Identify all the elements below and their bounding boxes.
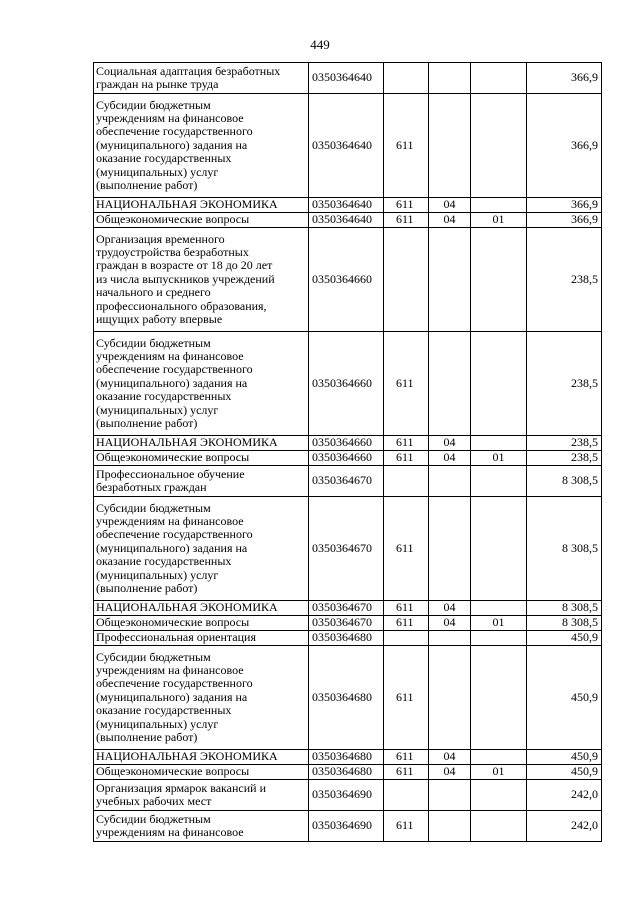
row-subsection: 01 [471, 765, 527, 780]
row-section: 04 [429, 198, 471, 213]
table-row [94, 466, 602, 497]
row-amount: 366,9 [527, 213, 602, 228]
row-target-code: 0350364670 [309, 497, 384, 601]
table-row [94, 198, 602, 213]
row-expense-type: 611 [384, 811, 429, 842]
row-section [429, 228, 471, 332]
row-subsection [471, 601, 527, 616]
row-section [429, 780, 471, 811]
row-subsection [471, 631, 527, 646]
row-amount: 366,9 [527, 198, 602, 213]
table-row [94, 616, 602, 631]
row-name: Социальная адаптация безработных граждан на рынке труда [94, 63, 309, 94]
table-row [94, 646, 602, 750]
row-subsection [471, 780, 527, 811]
row-expense-type [384, 466, 429, 497]
row-target-code: 0350364640 [309, 198, 384, 213]
row-name: НАЦИОНАЛЬНАЯ ЭКОНОМИКА [94, 198, 309, 213]
page-number: 449 [310, 37, 330, 52]
row-amount: 450,9 [527, 646, 602, 750]
row-expense-type [384, 63, 429, 94]
row-name: НАЦИОНАЛЬНАЯ ЭКОНОМИКА [94, 601, 309, 616]
table-row [94, 63, 602, 94]
row-expense-type [384, 631, 429, 646]
row-expense-type [384, 228, 429, 332]
row-expense-type: 611 [384, 332, 429, 436]
row-name: Общеэкономические вопросы [94, 213, 309, 228]
row-name: Общеэкономические вопросы [94, 451, 309, 466]
row-section: 04 [429, 765, 471, 780]
row-amount: 8 308,5 [527, 497, 602, 601]
row-target-code: 0350364660 [309, 228, 384, 332]
row-amount: 238,5 [527, 228, 602, 332]
row-name: Профессиональная ориентация [94, 631, 309, 646]
row-expense-type: 611 [384, 213, 429, 228]
row-amount: 238,5 [527, 451, 602, 466]
table-row [94, 750, 602, 765]
row-section [429, 631, 471, 646]
row-section: 04 [429, 213, 471, 228]
table-row [94, 451, 602, 466]
row-amount: 450,9 [527, 750, 602, 765]
row-name: Субсидии бюджетным учреждениям на финансовое [94, 811, 309, 842]
row-amount: 450,9 [527, 765, 602, 780]
table-row [94, 497, 602, 601]
row-subsection [471, 436, 527, 451]
row-section [429, 94, 471, 198]
row-section [429, 497, 471, 601]
row-subsection [471, 466, 527, 497]
row-expense-type: 611 [384, 497, 429, 601]
row-name: Субсидии бюджетным учреждениям на финансовое обеспечение государственного (муниципального) задания на оказание государственных (муниципальных) услуг (выполнение работ) [94, 497, 309, 601]
table-row [94, 765, 602, 780]
row-name: Профессиональное обучение безработных граждан [94, 466, 309, 497]
row-subsection [471, 63, 527, 94]
row-subsection: 01 [471, 616, 527, 631]
row-expense-type: 611 [384, 94, 429, 198]
row-expense-type: 611 [384, 451, 429, 466]
row-name: Субсидии бюджетным учреждениям на финансовое обеспечение государственного (муниципального) задания на оказание государственных (муниципальных) услуг (выполнение работ) [94, 94, 309, 198]
row-expense-type: 611 [384, 436, 429, 451]
row-section [429, 466, 471, 497]
row-name: Организация временного трудоустройства безработных граждан в возрасте от 18 до 20 лет из числа выпускников учреждений начального и среднего профессионального образования, ищущих работу впервые [94, 228, 309, 332]
row-subsection: 01 [471, 451, 527, 466]
row-amount: 242,0 [527, 811, 602, 842]
row-expense-type [384, 780, 429, 811]
row-subsection [471, 198, 527, 213]
row-target-code: 0350364680 [309, 631, 384, 646]
row-section: 04 [429, 616, 471, 631]
row-section [429, 646, 471, 750]
table-row [94, 436, 602, 451]
row-subsection [471, 750, 527, 765]
row-target-code: 0350364680 [309, 646, 384, 750]
table-row [94, 601, 602, 616]
row-target-code: 0350364690 [309, 780, 384, 811]
row-subsection [471, 646, 527, 750]
row-target-code: 0350364680 [309, 750, 384, 765]
row-subsection [471, 228, 527, 332]
row-amount: 366,9 [527, 94, 602, 198]
row-expense-type: 611 [384, 646, 429, 750]
row-target-code: 0350364660 [309, 436, 384, 451]
budget-table [93, 62, 602, 842]
row-target-code: 0350364680 [309, 765, 384, 780]
row-target-code: 0350364670 [309, 601, 384, 616]
row-expense-type: 611 [384, 616, 429, 631]
row-name: Общеэкономические вопросы [94, 765, 309, 780]
row-section [429, 332, 471, 436]
row-name: Общеэкономические вопросы [94, 616, 309, 631]
row-name: Организация ярмарок вакансий и учебных рабочих мест [94, 780, 309, 811]
table-row [94, 228, 602, 332]
row-expense-type: 611 [384, 750, 429, 765]
row-target-code: 0350364670 [309, 616, 384, 631]
table-row [94, 631, 602, 646]
row-target-code: 0350364640 [309, 213, 384, 228]
row-amount: 242,0 [527, 780, 602, 811]
row-amount: 238,5 [527, 436, 602, 451]
row-amount: 450,9 [527, 631, 602, 646]
row-target-code: 0350364670 [309, 466, 384, 497]
table-row [94, 94, 602, 198]
row-amount: 8 308,5 [527, 616, 602, 631]
row-name: Субсидии бюджетным учреждениям на финансовое обеспечение государственного (муниципального) задания на оказание государственных (муниципальных) услуг (выполнение работ) [94, 646, 309, 750]
row-expense-type: 611 [384, 765, 429, 780]
row-amount: 8 308,5 [527, 601, 602, 616]
row-target-code: 0350364640 [309, 94, 384, 198]
row-amount: 8 308,5 [527, 466, 602, 497]
row-section: 04 [429, 750, 471, 765]
row-subsection [471, 497, 527, 601]
row-target-code: 0350364640 [309, 63, 384, 94]
row-target-code: 0350364660 [309, 332, 384, 436]
row-section: 04 [429, 601, 471, 616]
row-section [429, 63, 471, 94]
row-subsection [471, 811, 527, 842]
row-expense-type: 611 [384, 198, 429, 213]
row-target-code: 0350364660 [309, 451, 384, 466]
table-row [94, 213, 602, 228]
row-name: НАЦИОНАЛЬНАЯ ЭКОНОМИКА [94, 750, 309, 765]
row-subsection [471, 94, 527, 198]
table-row [94, 780, 602, 811]
row-amount: 366,9 [527, 63, 602, 94]
row-amount: 238,5 [527, 332, 602, 436]
row-target-code: 0350364690 [309, 811, 384, 842]
row-subsection [471, 332, 527, 436]
row-section: 04 [429, 451, 471, 466]
table-row [94, 811, 602, 842]
row-subsection: 01 [471, 213, 527, 228]
row-expense-type: 611 [384, 601, 429, 616]
row-section: 04 [429, 436, 471, 451]
table-row [94, 332, 602, 436]
row-section [429, 811, 471, 842]
row-name: НАЦИОНАЛЬНАЯ ЭКОНОМИКА [94, 436, 309, 451]
row-name: Субсидии бюджетным учреждениям на финансовое обеспечение государственного (муниципального) задания на оказание государственных (муниципальных) услуг (выполнение работ) [94, 332, 309, 436]
